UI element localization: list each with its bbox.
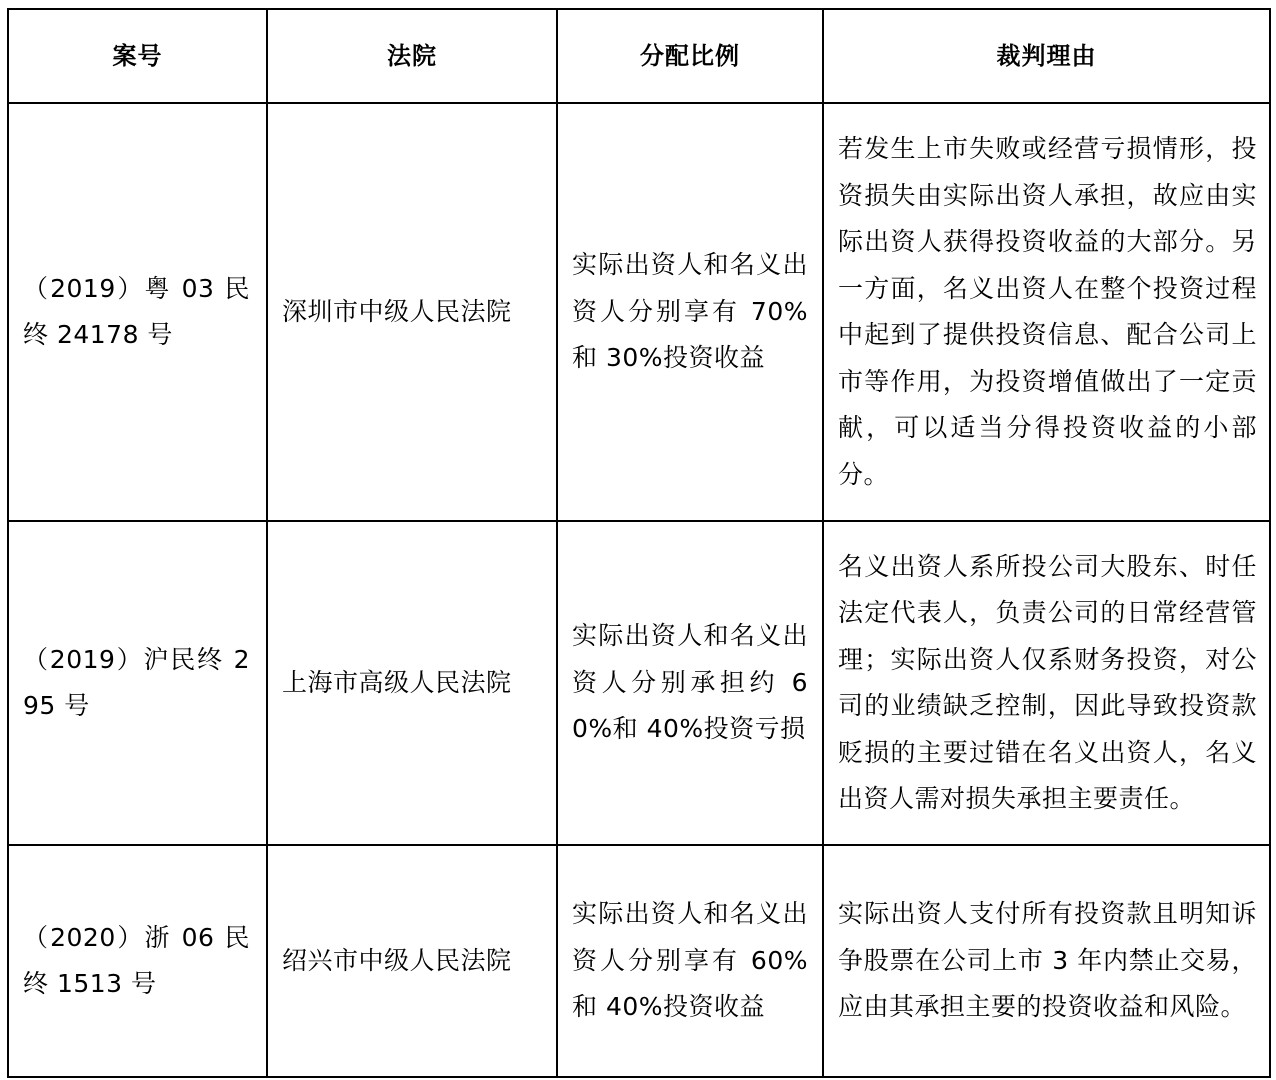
cell-ratio: 实际出资人和名义出资人分别享有 60%和 40%投资收益 [557, 845, 823, 1077]
cell-court: 深圳市中级人民法院 [267, 103, 557, 521]
cell-reason: 实际出资人支付所有投资款且明知诉争股票在公司上市 3 年内禁止交易，应由其承担主要的投资收益和风险。 [823, 845, 1270, 1077]
header-court: 法院 [267, 9, 557, 103]
header-ratio: 分配比例 [557, 9, 823, 103]
cell-ratio: 实际出资人和名义出资人分别承担约 60%和 40%投资亏损 [557, 521, 823, 845]
cell-court: 上海市高级人民法院 [267, 521, 557, 845]
cell-ratio: 实际出资人和名义出资人分别享有 70%和 30%投资收益 [557, 103, 823, 521]
header-reason: 裁判理由 [823, 9, 1270, 103]
case-table [7, 8, 1271, 1078]
table-row [8, 521, 1270, 845]
cell-case-no: （2019）沪民终 295 号 [8, 521, 267, 845]
cell-reason: 名义出资人系所投公司大股东、时任法定代表人，负责公司的日常经营管理；实际出资人仅系财务投资，对公司的业绩缺乏控制，因此导致投资款贬损的主要过错在名义出资人，名义出资人需对损失承担主要责任。 [823, 521, 1270, 845]
header-case-no: 案号 [8, 9, 267, 103]
cell-reason: 若发生上市失败或经营亏损情形，投资损失由实际出资人承担，故应由实际出资人获得投资收益的大部分。另一方面，名义出资人在整个投资过程中起到了提供投资信息、配合公司上市等作用，为投资增值做出了一定贡献，可以适当分得投资收益的小部分。 [823, 103, 1270, 521]
cell-case-no: （2020）浙 06 民终 1513 号 [8, 845, 267, 1077]
table-row [8, 103, 1270, 521]
table-header-row [8, 9, 1270, 103]
cell-case-no: （2019）粤 03 民终 24178 号 [8, 103, 267, 521]
cell-court: 绍兴市中级人民法院 [267, 845, 557, 1077]
table-row [8, 845, 1270, 1077]
